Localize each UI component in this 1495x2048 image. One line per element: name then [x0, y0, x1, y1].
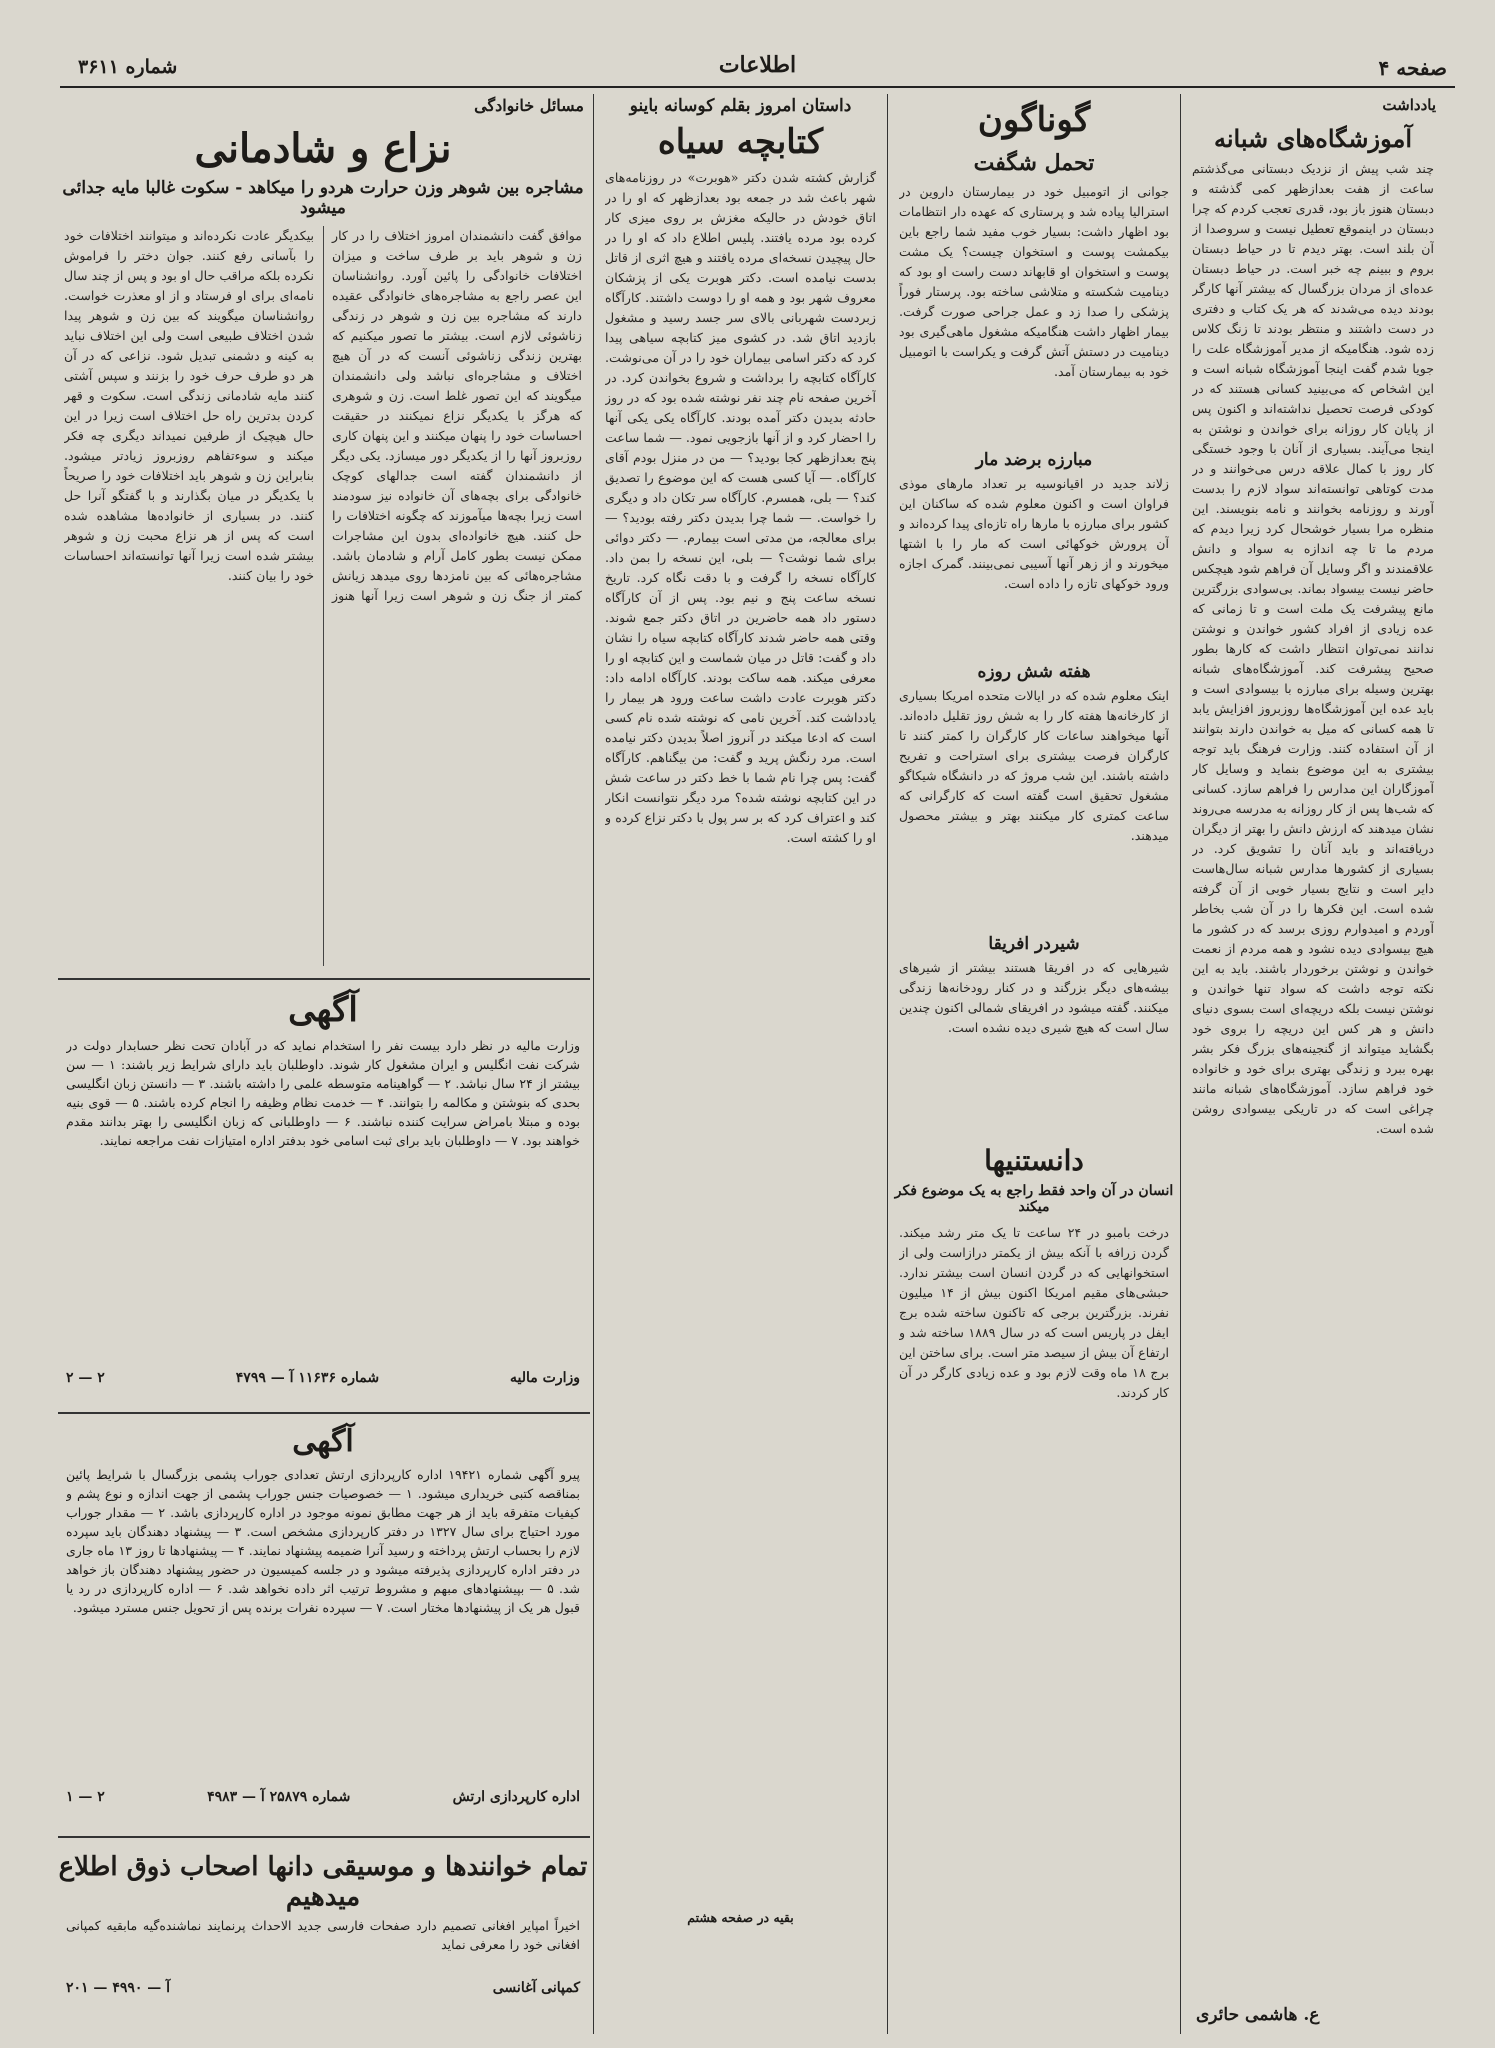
- section-title: گوناگون: [977, 100, 1091, 140]
- ad-footer-mid: شماره ۲۵۸۷۹ آ — ۴۹۸۳: [207, 1789, 351, 1805]
- article-night-schools: [1186, 94, 1440, 2038]
- ad-finance-ministry: [58, 984, 588, 1404]
- body-snake-fight: زلاند جدید در اقیانوسیه بر تعداد مارهای موذی فراوان است و اکنون معلوم شده که ساکنان این کشور برای مبارزه با مارها راه تازه‌ای پیدا کرده‌اند و آن پرورش خوکهائی است که مار را با اشتها میخورند و از زهر آنها آسیبی نمی‌بینند. گمرک اجازه ورود خوکهای تازه را داده است.: [899, 476, 1169, 591]
- column-rule: [593, 94, 594, 2034]
- article-headline: نزاع و شادمانی: [194, 125, 452, 172]
- ad-footer-right: وزارت مالیه: [510, 1370, 580, 1386]
- section-miscellany: [893, 94, 1175, 2038]
- story-body: گزارش کشته شدن دکتر «هوبرت» در روزنامه‌های شهر باعث شد در جمعه بود بعدازظهر که او را در اتاق خودش در حالیکه مغزش بر روی میزی کار کرده بود مرده یافتند. پلیس اطلاع داد که او را در حال پیچیدن نسخه‌ای مرده یافتند و هیچ اثری از قاتل بدست نیامده است. دکتر هوبرت یکی از پزشکان معروف شهر بود و همه او را دوست داشتند. کارآگاه زبردست شهربانی بالای سر جسد رسید و مشغول بازدید اتاق شد. در کشوی میز کتابچه سیاهی پیدا کرد که دکتر اسامی بیماران خود را در آن می‌نوشت. کارآگاه کتابچه را برداشت و شروع بخواندن کرد. در آخرین صفحه نام چند نفر نوشته شده بود که در روز حادثه بدیدن دکتر آمده بودند. کارآگاه یکی یکی آنها را احضار کرد و از آنها بازجویی نمود. — شما ساعت پنج بعدازظهر کجا بودید؟ — من در منزل بودم آقای کارآگاه. — آیا کسی هست که این موضوع را تصدیق کند؟ — بلی، همسرم. کارآگاه سر تکان داد و دیگری را خواست. — شما چرا بدیدن دکتر رفته بودید؟ — برای معالجه، من مدتی است بیمارم. — دکتر دوائی برای شما نوشت؟ — بلی، این نسخه را بمن داد. کارآگاه نسخه را گرفت و با دقت نگاه کرد. تاریخ نسخه ساعت پنج و نیم بود. پس از آن کارآگاه دستور داد همه حاضرین در اتاق دکتر جمع شوند. وقتی همه حاضر شدند کارآگاه کتابچه سیاه را نشان داد و گفت: قاتل در میان شماست و این کتابچه او را معرفی میکند. همه ساکت بودند. کارآگاه ادامه داد: دکتر هوبرت عادت داشت ساعت ورود هر بیمار را یادداشت کند. آخرین نامی که نوشته شده نام کسی است که ادعا میکند در آنروز اصلاً بدیدن دکتر نیامده است. مرد رنگش پرید و گفت: من بیگناهم. کارآگاه گفت: پس چرا نام شما با خط دکتر در ساعت شش در این کتابچه نوشته شده؟ مرد دیگر نتوانست انکار کند و اعتراف کرد که بر سر پول با دکتر نزاع کرده و او را کشته است.: [605, 170, 876, 845]
- article-kicker: یادداشت: [1382, 96, 1436, 114]
- story-headline: کتابچه سیاه: [657, 122, 824, 162]
- headline-six-day-week: هفته شش روزه: [977, 662, 1091, 682]
- story-continued: بقیه در صفحه هشتم: [687, 1910, 794, 1925]
- ad-footer-mid: شماره ۱۱۶۳۶ آ — ۴۷۹۹: [235, 1370, 380, 1386]
- ad-footer-right: اداره کارپردازی ارتش: [452, 1789, 580, 1805]
- ad-music-company: [58, 1842, 588, 2002]
- article-body: موافق گفت دانشمندان امروز اختلاف را در کار زن و شوهر باید بر طرف ساخت و میزان اختلافات خانوادگی را پائین آورد. روانشناسان این عصر راجع به مشاجره‌های خانوادگی عقیده دارند که مشاجره بین زن و شوهر در زندگی زناشوئی لازم است. بیشتر ما تصور میکنیم که بهترین زندگی زناشوئی آنست که در آن هیچ اختلاف و مشاجره‌ای نباشد ولی دانشمندان میگویند که این تصور غلط است. زن و شوهری که هرگز با یکدیگر نزاع نمیکنند در حقیقت احساسات خود را پنهان میکنند و این پنهان کاری روزبروز آنها را از یکدیگر دور میسازد. یکی دیگر از دانشمندان گفته است جدالهای کوچک خانوادگی برای بچه‌های آن خانواده نیز سودمند است زیرا بچه‌ها میآموزند که چگونه اختلافات را حل کنند. هیچ خانواده‌ای بدون این مشاجرات ممکن نیست بطور کامل آرام و شادمان باشد. مشاجره‌هائی که بین نامزدها روی میدهد زیانش کمتر از جنگ زن و شوهر است زیرا آنها هنوز بیکدیگر عادت نکرده‌اند و میتوانند اختلافات خود را بآسانی رفع کنند. جوان دختر را فراموش نکرده بلکه مراقب حال او بود و پس از چند سال نامه‌ای برای او فرستاد و از او معذرت خواست. روانشناسان میگویند که بین زن و شوهر پیدا شدن اختلاف طبیعی است ولی این اختلاف نباید به کینه و دشمنی تبدیل شود. نزاعی که در آن هر دو طرف حرف خود را بزنند و سپس آشتی کنند مایه شادمانی زندگی است. سکوت و قهر کردن بدترین راه حل اختلاف است زیرا در این حال هیچیک از طرفین نمیداند دیگری چه فکر میکند و سوءتفاهم روزبروز زیادتر میشود. بنابراین زن و شوهر باید اختلافات خود را صریحاً با یکدیگر در میان بگذارند و با گفتگو آنرا حل کنند. در بسیاری از خانواده‌ها مشاهده شده است که پس از هر نزاع محبت زن و شوهر بیشتر شده است زیرا آنها توانسته‌اند احساسات خود را بیان کنند.: [64, 228, 582, 603]
- section-divider: [58, 1412, 590, 1414]
- masthead: [60, 52, 1455, 88]
- ad-footer-right: کمپانی آغانسی: [492, 1980, 580, 1996]
- article-subheadline: مشاجره بین شوهر وزن حرارت هردو را میکاهد - سکوت غالبا مایه جدائی میشود: [62, 178, 584, 218]
- story-black-notebook: [599, 94, 882, 2038]
- ad-footer: [66, 1789, 580, 1805]
- article-kicker: مسائل خانوادگی: [474, 96, 584, 115]
- column-rule: [1180, 94, 1181, 2034]
- headline-snake-fight: مبارزه برضد مار: [975, 450, 1093, 470]
- ad-body: اخیراً امپایر افغانی تصمیم دارد صفحات فارسی جدید الاحداث پرنمایند نماشنده‌گیه مابقیه کمپانی افغانی خود را معرفی نماید: [66, 1918, 580, 1952]
- ad-footer-left: ۲ — ۱: [66, 1789, 105, 1805]
- headline-amazing-endurance: تحمل شگفت: [973, 150, 1095, 176]
- ad-title: آگهی: [292, 1424, 354, 1459]
- subheadline-did-you-know: انسان در آن واحد فقط راجع به یک موضوع فکر میکند: [894, 1183, 1174, 1215]
- body-amazing-endurance: جوانی از اتومبیل خود در بیمارستان داروین در استرالیا پیاده شد و پرستاری که عهده دار انتظامات بود اظهار داشت: بسیار خوب مفید شما راجع باین بیکمشت پوست و استخوان چیست؟ یک مشت پوست و استخوان او قابهاند دست راست او بود که دینامیت شکسته و متلاشی ساخته بود. پرستار فوراً پزشکی را صدا زد و عمل جراحی صورت گرفت. بیمار اظهار داشت هنگامیکه مشغول ماهی‌گیری بود دینامیت در دستش آتش گرفت و یکراست با اتومبیل خود به بیمارستان آمد.: [899, 184, 1169, 379]
- ad-footer-left: ۲ — ۲: [66, 1370, 105, 1386]
- story-kicker: داستان امروز بقلم کوسانه باینو: [629, 96, 852, 116]
- ad-body: پیرو آگهی شماره ۱۹۴۲۱ اداره کارپردازی ارتش تعدادی جوراب پشمی بزرگسال با شرایط پائین بمناقصه کتبی خریداری میشود. ۱ — خصوصیات جنس جوراب پشمی از جهت اندازه و نوع پشم و کیفیات متفرقه باید از هر جهت مطابق نمونه موجود در اداره کارپردازی باشد. ۲ — مقدار جوراب مورد احتیاج برای سال ۱۳۲۷ در دفتر کارپردازی مشخص است. ۳ — پیشنهاد دهندگان باید سپرده لازم را بحساب ارتش پرداخته و رسید آنرا ضمیمه پیشنهاد نمایند. ۴ — پیشنهادها تا روز ۱۳ ماه جاری در دفتر اداره کارپردازی پذیرفته میشود و در جلسه کمیسیون در حضور پیشنهاد دهندگان باز خواهد شد. ۵ — بپیشنهادهای مبهم و مشروط ترتیب اثر داده نخواهد شد. ۶ — اداره کارپردازی در رد یا قبول هر یک از پیشنهادها مختار است. ۷ — سپرده نفرات برنده پس از تحویل جنس مسترد میشود.: [66, 1467, 580, 1615]
- body-lions-africa: شیرهایی که در افریقا هستند بیشتر از شیرهای بیشه‌های دیگر بزرگند و در کنار رودخانه‌ها زندگی میکنند. گفته میشود در افریقای شمالی اکنون چندین سال است که هیچ شیری دیده نشده است.: [899, 960, 1169, 1035]
- section-divider: [58, 1836, 590, 1838]
- article-signature: ع. هاشمی حائری: [1196, 2005, 1320, 2025]
- article-body: چند شب پیش از نزدیک دبستانی می‌گذشتم ساعت از هفت بعدازظهر کمی گذشته و دبستان هنوز باز بود، قدری تعجب کردم که چرا دبستان در اینموقع تعطیل نیست و سروصدا از آن بلند است. بهتر دیدم تا در حیاط دبستان بروم و ببینم چه خبر است. در حیاط دبستان عده‌ای از مردان بزرگسال که بیشتر آنها کارگر بودند دیده می‌شدند که هر یک کتاب و دفتری در دست داشتند و منتظر بودند تا زنگ کلاس زده شود. هنگامیکه از مدیر آموزشگاه علت را جویا شدم گفت اینجا آموزشگاه شبانه است و این اشخاص که می‌بینید کسانی هستند که در کودکی فرصت تحصیل نداشته‌اند و اکنون پس از پایان کار روزانه برای خواندن و نوشتن به اینجا می‌آیند. بسیاری از آنان با وجود خستگی کار روز با کمال علاقه درس می‌خوانند و در مدت کوتاهی توانسته‌اند سواد لازم را بدست آورند و روزنامه بخوانند و نامه بنویسند. این منظره مرا بسیار خوشحال کرد زیرا دیدم که مردم ما تا چه اندازه به سواد و دانش علاقمندند و اگر وسایل آن فراهم شود هیچکس حاضر نیست بیسواد بماند. بی‌سوادی بزرگترین مانع پیشرفت یک ملت است و تا زمانی که عده زیادی از افراد کشور خواندن و نوشتن ندانند نمی‌توان انتظار داشت که کارها بطور صحیح پیشرفت کند. آموزشگاه‌های شبانه بهترین وسیله برای مبارزه با بیسوادی است و باید عده این آموزشگاه‌ها روزبروز افزایش یابد تا همه کسانی که میل به خواندن دارند بتوانند از آن استفاده کنند. وزارت فرهنگ باید توجه بیشتری به این موضوع بنماید و وسایل کار آموزگاران این مدارس را فراهم سازد. کسانی که شب‌ها پس از کار روزانه به مدرسه می‌روند نشان میدهند که ارزش دانش را بهتر از دیگران دریافته‌اند و باید آنان را تشویق کرد. در بسیاری از کشورها مدارس شبانه سال‌هاست دایر است و نتایج بسیار خوبی از آن گرفته شده است. این فکرها را در آن شب بخاطر آوردم و امیدوارم روزی برسد که در کشور ما هیچ بیسوادی دیده نشود و همه مردم از نعمت خواندن و نوشتن برخوردار باشند. باید به این نکته توجه داشت که سواد تنها خواندن و نوشتن نیست بلکه دریچه‌ای است بسوی دنیای دانش و هر کس این دریچه را بروی خود بگشاید میتواند از گنجینه‌های بزرگ فکر بشر بهره ببرد و زندگی بهتری برای خود و خانواده خود فراهم سازد. آموزشگاه‌های شبانه مانند چراغی است که در تاریکی بیسوادی روشن شده است.: [1192, 161, 1434, 1136]
- headline-did-you-know: دانستنیها: [984, 1144, 1084, 1177]
- article-headline: آموزشگاه‌های شبانه: [1213, 124, 1413, 153]
- body-six-day-week: اینک معلوم شده که در ایالات متحده امریکا بسیاری از کارخانه‌ها هفته کار را به شش روز تقلیل داده‌اند. آنها میخواهند ساعات کار کارگران را کمتر کنند تا کارگران فرصت بیشتری برای استراحت و تفریح داشته باشند. این شب مروژ که در دانشگاه شیکاگو مشغول تحقیق است گفته است که کارگرانی که ساعت کمتری کار میکنند بهتر و بیشتر محصول میدهند.: [899, 688, 1169, 843]
- ad-army-procurement: [58, 1418, 588, 1828]
- ad-title: آگهی: [288, 990, 358, 1030]
- ad-footer-left: آ — ۴۹۹۰ — ۲۰۱: [66, 1980, 171, 1996]
- body-did-you-know: درخت بامبو در ۲۴ ساعت تا یک متر رشد میکند. گردن زرافه با آنکه بیش از یکمتر درازاست ولی از استخوانهایی که در گردن انسان است بیشتر ندارد. حبشی‌های مقیم امریکا اکنون بیش از ۱۴ میلیون نفرند. بزرگترین برجی که تاکنون ساخته شده برج ایفل در پاریس است که در سال ۱۸۸۹ ساخته شد و ارتفاع آن بیش از سیصد متر است. برای ساختن این برج ۱۸ ماه وقت لازم بود و عده زیادی کارگر در آن کار کردند.: [899, 1225, 1169, 1400]
- section-divider: [58, 978, 590, 980]
- ad-footer: [66, 1370, 580, 1386]
- paper-name: اطلاعات: [718, 52, 797, 78]
- issue-number: شماره ۳۶۱۱: [78, 56, 178, 78]
- page-number: صفحه ۴: [1378, 56, 1447, 80]
- ad-footer: [66, 1980, 580, 1996]
- ad-title: تمام خوانندها و موسیقی دانها اصحاب ذوق اطلاع میدهیم: [58, 1852, 588, 1912]
- article-quarrel-happiness: [58, 94, 588, 974]
- ad-body: وزارت مالیه در نظر دارد بیست نفر را استخدام نماید که در آبادان تحت نظر حسابدار دولت در شرکت نفت انگلیس و ایران مشغول کار شوند. داوطلبان باید دارای شرایط زیر باشند: ۱ — سن بیشتر از ۲۴ سال نباشد. ۲ — گواهینامه متوسطه علمی را داشته باشند. ۳ — دانستن زبان انگلیسی بحدی که بنوشتن و مکالمه را بتوانند. ۴ — خدمت نظام وظیفه را انجام کرده باشند. ۵ — قوی بنیه بوده و مبتلا بامراض سرایت کننده نباشند. ۶ — داوطلبانی که زبان انگلیسی را بهتر بدانند مقدم خواهند بود. ۷ — داوطلبان باید برای ثبت اسامی خود بدفتر اداره امتیازات نفت مراجعه نمایند.: [66, 1038, 580, 1148]
- headline-lions-africa: شیردر افریقا: [988, 934, 1080, 954]
- column-rule: [887, 94, 888, 2034]
